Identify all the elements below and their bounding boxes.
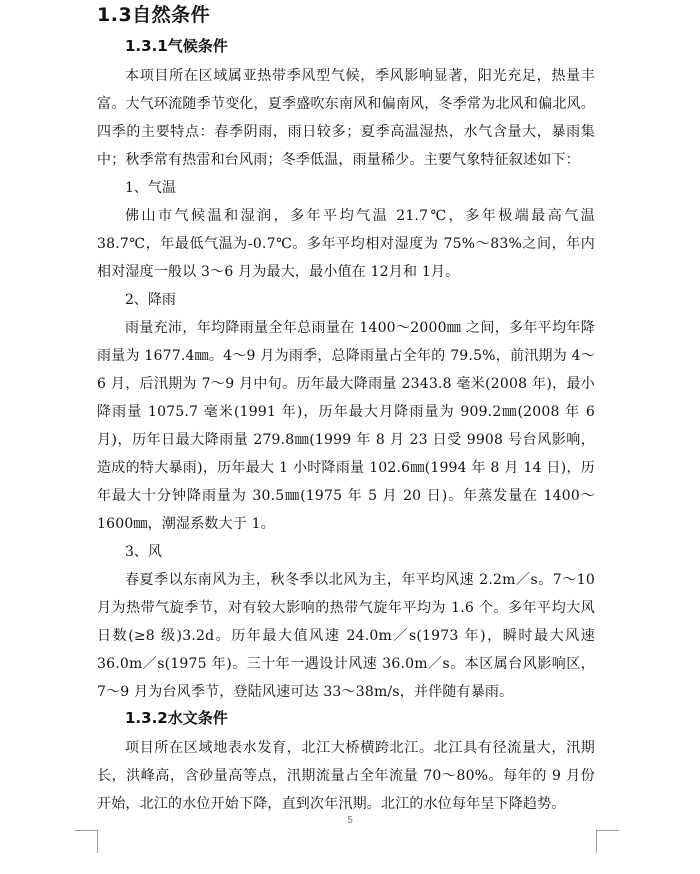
wind-heading: 3、风 xyxy=(125,544,162,560)
margin-corner-mark-left xyxy=(75,830,98,853)
subsection-title-hydrology: 1.3.2水文条件 xyxy=(125,709,228,727)
subsection-title-climate: 1.3.1气候条件 xyxy=(125,37,228,55)
climate-intro-paragraph: 本项目所在区域属亚热带季风型气候，季风影响显著，阳光充足，热量丰富。大气环流随季节变化，夏季盛吹东南风和偏南风，冬季常为北风和偏北风。四季的主要特点：春季阴雨，雨日较多；夏季高温湿热，水气含量大，暴雨集中；秋季常有热雷和台风雨；冬季低温，雨量稀少。主要气象特征叙述如下： xyxy=(97,68,595,168)
page-body xyxy=(97,2,595,818)
rainfall-paragraph: 雨量充沛，年均降雨量全年总雨量在 1400～2000㎜ 之间，多年平均年降雨量为 1677.4㎜。4～9 月为雨季，总降雨量占全年的 79.5%，前汛期为 4～6 月，后汛期为 7～9 月中旬。历年最大降雨量 2343.8 毫米(2008 年)，最小降雨量 1075.7 毫米(1991 年)，历年最大月降雨量为 909.2㎜(2008 年 6 月)，历年日最大降雨量 279.8㎜(1999 年 8 月 23 日受 9908 号台风影响，造成的特大暴雨)，历年最大 1 小时降雨量 102.6㎜(1994 年 8 月 14 日)，历年最大十分钟降雨量为 30.5㎜(1975 年 5 月 20 日)。年蒸发量在 1400～1600㎜，潮湿系数大于 1。 xyxy=(97,320,595,532)
section-title: 1.3自然条件 xyxy=(97,4,211,26)
rainfall-heading: 2、降雨 xyxy=(125,292,176,308)
margin-corner-mark-right xyxy=(596,830,619,853)
hydrology-paragraph: 项目所在区域地表水发育，北江大桥横跨北江。北江具有径流量大，汛期长，洪峰高，含砂量高等点，汛期流量占全年流量 70～80%。每年的 9 月份开始，北江的水位开始下降，直到次年汛期。北江的水位每年呈下降趋势。 xyxy=(97,740,595,812)
wind-paragraph: 春夏季以东南风为主，秋冬季以北风为主，年平均风速 2.2m／s。7～10 月为热带气旋季节，对有较大影响的热带气旋年平均为 1.6 个。多年平均大风日数(≥8 级)3.2d。历年最大值风速 24.0m／s(1973 年)，瞬时最大风速 36.0m／s(1975 年)。三十年一遇设计风速 36.0m／s。本区属台风影响区，7～9 月为台风季节，登陆风速可达 33～38m/s，并伴随有暴雨。 xyxy=(97,572,595,700)
temperature-paragraph: 佛山市气候温和湿润，多年平均气温 21.7℃，多年极端最高气温 38.7℃，年最低气温为-0.7℃。多年平均相对湿度为 75%～83%之间，年内相对湿度一般以 3～6 月为最大，最小值在 12月和 1月。 xyxy=(97,208,595,280)
temperature-heading: 1、气温 xyxy=(125,180,176,196)
page-number: 5 xyxy=(347,815,353,826)
